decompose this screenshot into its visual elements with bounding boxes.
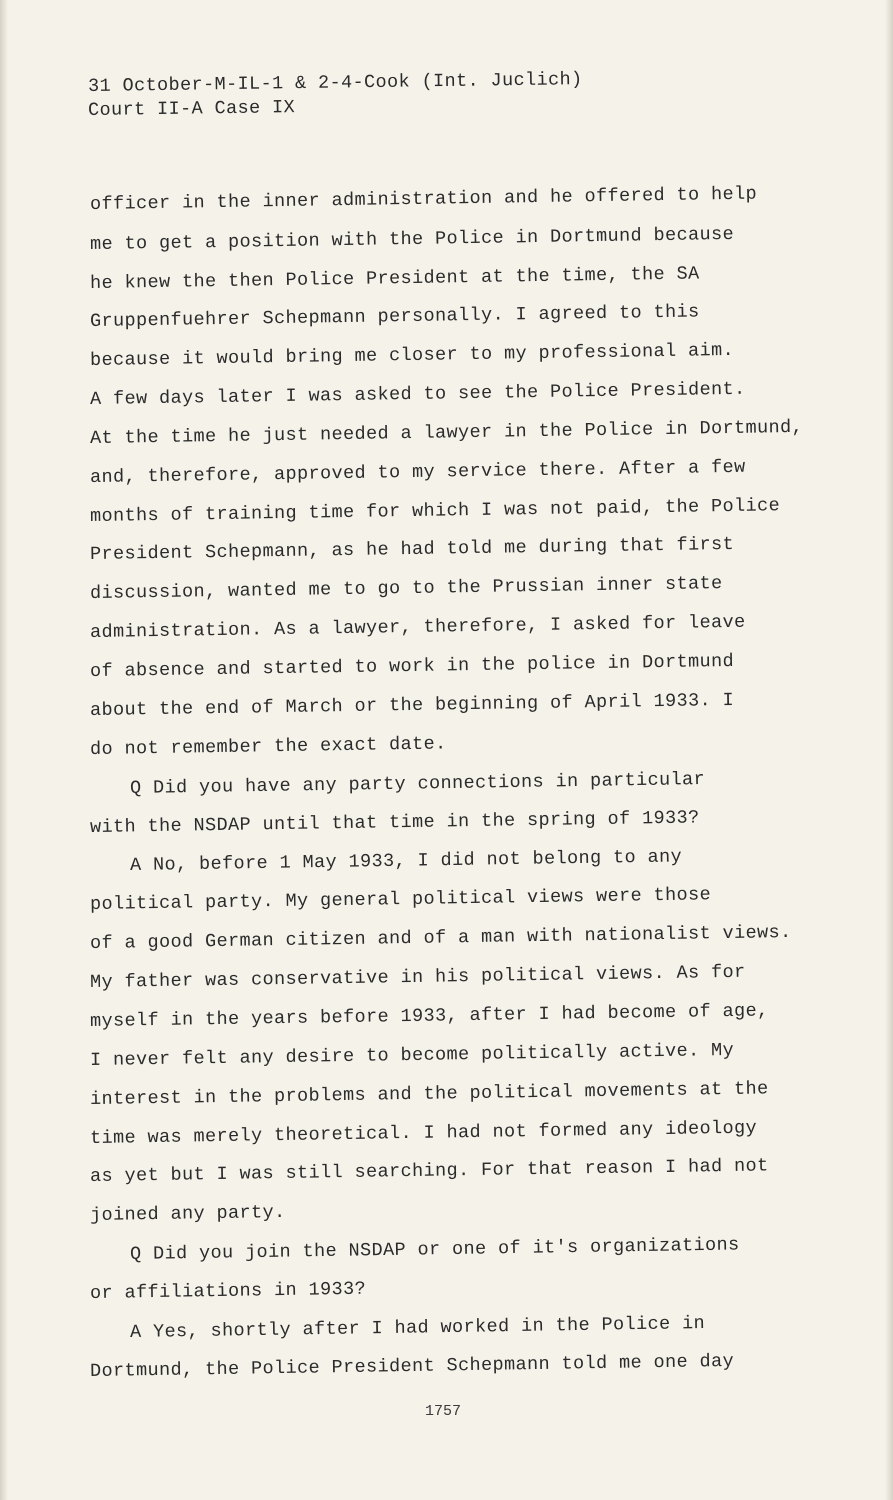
header-line-1: 31 October-M-IL-1 & 2-4-Cook (Int. Juclich) (87, 69, 583, 97)
text-line: At the time he just needed a lawyer in the Police in Dortmund, (89, 416, 804, 449)
page-number: 1757 (425, 1403, 462, 1420)
text-line: interest in the problems and the political movements at the (89, 1078, 769, 1110)
text-line: months of training time for which I was not paid, the Police (89, 495, 781, 527)
text-line: I never felt any desire to become politically active. My (89, 1039, 735, 1071)
text-line: discussion, wanted me to go to the Prussian inner state (89, 573, 723, 604)
text-line: with the NSDAP until that time in the spring of 1933? (89, 807, 700, 838)
text-line: Dortmund, the Police President Schepmann told me one day (89, 1350, 735, 1382)
text-line: and, therefore, approved to my service there. After a few (89, 456, 746, 488)
text-line: Q Did you join the NSDAP or one of it's organizations (129, 1234, 740, 1265)
text-line: My father was conservative in his political views. As for (89, 961, 746, 993)
text-line: officer in the inner administration and he offered to help (89, 183, 758, 215)
text-line: President Schepmann, as he had told me during that first (89, 533, 735, 565)
text-line: me to get a position with the Police in Dortmund because (89, 223, 735, 255)
text-line: about the end of March or the beginning of April 1933. I (89, 689, 735, 721)
text-line: because it would bring me closer to my professional aim. (89, 339, 735, 371)
text-line: A few days later I was asked to see the Police President. (89, 378, 746, 410)
text-line: A Yes, shortly after I had worked in the Police in (129, 1312, 706, 1343)
text-line: he knew the then Police President at the time, the SA (89, 263, 700, 294)
text-line: do not remember the exact date. (89, 733, 447, 760)
text-line: administration. As a lawyer, therefore, I asked for leave (89, 611, 746, 643)
text-line: or affiliations in 1933? (89, 1278, 367, 1304)
text-line: Gruppenfuehrer Schepmann personally. I agreed to this (89, 301, 700, 332)
text-line: Q Did you have any party connections in particular (129, 768, 706, 799)
text-line: time was merely theoretical. I had not formed any ideology (89, 1117, 758, 1149)
text-line: myself in the years before 1933, after I had become of age, (89, 1000, 769, 1032)
text-line: A No, before 1 May 1933, I did not belong to any (129, 846, 683, 876)
text-line: political party. My general political views were those (89, 884, 712, 915)
text-line: of a good German citizen and of a man with nationalist views. (89, 921, 792, 954)
text-line: as yet but I was still searching. For that reason I had not (89, 1155, 769, 1187)
text-line: of absence and started to work in the police in Dortmund (89, 650, 735, 682)
header-line-2: Court II-A Case IX (87, 97, 296, 121)
text-line: joined any party. (89, 1201, 286, 1226)
